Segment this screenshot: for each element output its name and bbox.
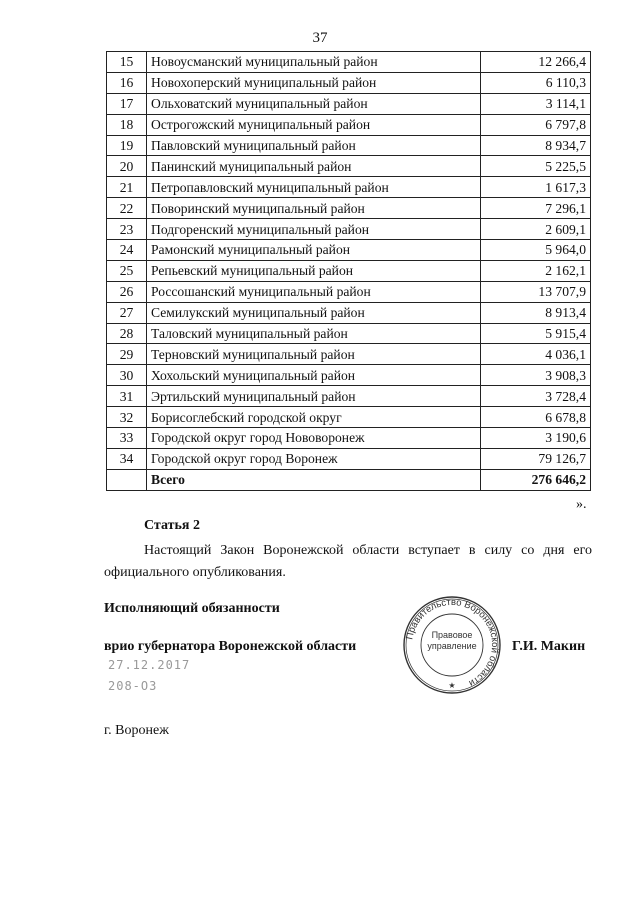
- row-number-cell: 23: [107, 219, 147, 240]
- row-number-cell: 20: [107, 156, 147, 177]
- seal-ring-text: Правительство Воронежской области: [404, 596, 501, 689]
- district-name-cell: Новохоперский муниципальный район: [147, 72, 481, 93]
- amount-cell: 3 908,3: [481, 365, 591, 386]
- page-number: 37: [312, 30, 328, 46]
- row-number-cell: 26: [107, 281, 147, 302]
- table-row: [107, 448, 591, 469]
- district-name-cell: Рамонский муниципальный район: [147, 240, 481, 261]
- amount-cell: 12 266,4: [481, 52, 591, 73]
- district-name-cell: Павловский муниципальный район: [147, 135, 481, 156]
- district-name-cell: Репьевский муниципальный район: [147, 260, 481, 281]
- total-row: [107, 469, 591, 490]
- row-number-cell: 33: [107, 428, 147, 449]
- district-name-cell: Городской округ город Воронеж: [147, 448, 481, 469]
- table-row: [107, 156, 591, 177]
- amount-cell: 13 707,9: [481, 281, 591, 302]
- registration-number: 208-ОЗ: [108, 679, 158, 693]
- district-name-cell: Острогожский муниципальный район: [147, 114, 481, 135]
- closing-quote: ».: [576, 497, 587, 512]
- row-number-cell: 22: [107, 198, 147, 219]
- districts-table: [106, 51, 591, 491]
- table-row: [107, 344, 591, 365]
- row-number-cell: 16: [107, 72, 147, 93]
- district-name-cell: Россошанский муниципальный район: [147, 281, 481, 302]
- district-name-cell: Эртильский муниципальный район: [147, 386, 481, 407]
- signer-name: Г.И. Макин: [512, 639, 586, 654]
- seal-inner-text: [425, 630, 479, 652]
- district-name-cell: Панинский муниципальный район: [147, 156, 481, 177]
- amount-cell: 3 728,4: [481, 386, 591, 407]
- row-number-cell: 24: [107, 240, 147, 261]
- table-row: [107, 72, 591, 93]
- district-name-cell: Подгоренский муниципальный район: [147, 219, 481, 240]
- table-row: [107, 365, 591, 386]
- row-number-cell: 34: [107, 448, 147, 469]
- row-number-cell: 30: [107, 365, 147, 386]
- svg-text:★: ★: [448, 681, 456, 690]
- amount-cell: 5 915,4: [481, 323, 591, 344]
- row-number-cell: 17: [107, 93, 147, 114]
- row-number-cell: 25: [107, 260, 147, 281]
- district-name-cell: Таловский муниципальный район: [147, 323, 481, 344]
- row-number-cell: 32: [107, 407, 147, 428]
- district-name-cell: Поворинский муниципальный район: [147, 198, 481, 219]
- district-name-cell: Петропавловский муниципальный район: [147, 177, 481, 198]
- table-row: [107, 428, 591, 449]
- seal-inner-line2: управление: [427, 641, 477, 651]
- district-name-cell: Хохольский муниципальный район: [147, 365, 481, 386]
- row-number-cell: 18: [107, 114, 147, 135]
- article-title: Статья 2: [144, 518, 200, 533]
- amount-cell: 3 190,6: [481, 428, 591, 449]
- row-number-cell: 29: [107, 344, 147, 365]
- table-row: [107, 302, 591, 323]
- amount-cell: 6 678,8: [481, 407, 591, 428]
- seal-inner-line1: Правовое: [431, 630, 473, 640]
- total-label: Всего: [147, 469, 481, 490]
- amount-cell: 4 036,1: [481, 344, 591, 365]
- table-row: [107, 114, 591, 135]
- row-number-cell: 27: [107, 302, 147, 323]
- amount-cell: 3 114,1: [481, 93, 591, 114]
- amount-cell: 2 162,1: [481, 260, 591, 281]
- table-row: [107, 219, 591, 240]
- district-name-cell: Городской округ город Нововоронеж: [147, 428, 481, 449]
- amount-cell: 5 964,0: [481, 240, 591, 261]
- table-row: [107, 177, 591, 198]
- row-number-cell: 21: [107, 177, 147, 198]
- amount-cell: 7 296,1: [481, 198, 591, 219]
- table-row: [107, 198, 591, 219]
- row-number-cell: 15: [107, 52, 147, 73]
- amount-cell: 79 126,7: [481, 448, 591, 469]
- amount-cell: 8 913,4: [481, 302, 591, 323]
- district-name-cell: Ольховатский муниципальный район: [147, 93, 481, 114]
- row-number-cell: 31: [107, 386, 147, 407]
- district-name-cell: Терновский муниципальный район: [147, 344, 481, 365]
- signature-title-line2: врио губернатора Воронежской области: [104, 639, 357, 654]
- table-row: [107, 323, 591, 344]
- district-name-cell: Семилукский муниципальный район: [147, 302, 481, 323]
- row-number-cell: 19: [107, 135, 147, 156]
- amount-cell: 1 617,3: [481, 177, 591, 198]
- table-row: [107, 281, 591, 302]
- amount-cell: 5 225,5: [481, 156, 591, 177]
- total-value: 276 646,2: [481, 469, 591, 490]
- district-name-cell: Новоусманский муниципальный район: [147, 52, 481, 73]
- amount-cell: 6 110,3: [481, 72, 591, 93]
- table-row: [107, 260, 591, 281]
- table-row: [107, 93, 591, 114]
- row-number-cell: 28: [107, 323, 147, 344]
- table-row: [107, 386, 591, 407]
- amount-cell: 2 609,1: [481, 219, 591, 240]
- district-name-cell: Борисоглебский городской округ: [147, 407, 481, 428]
- districts-table-body: [107, 52, 591, 491]
- table-row: [107, 240, 591, 261]
- article-text: Настоящий Закон Воронежской области вступает в силу со дня его официального опубликования.: [104, 543, 592, 580]
- total-empty-cell: [107, 469, 147, 490]
- city: г. Воронеж: [104, 723, 169, 738]
- table-row: [107, 52, 591, 73]
- signature-title-line1: Исполняющий обязанности: [104, 601, 280, 616]
- table-row: [107, 407, 591, 428]
- table-row: [107, 135, 591, 156]
- amount-cell: 6 797,8: [481, 114, 591, 135]
- amount-cell: 8 934,7: [481, 135, 591, 156]
- registration-date: 27.12.2017: [108, 658, 191, 672]
